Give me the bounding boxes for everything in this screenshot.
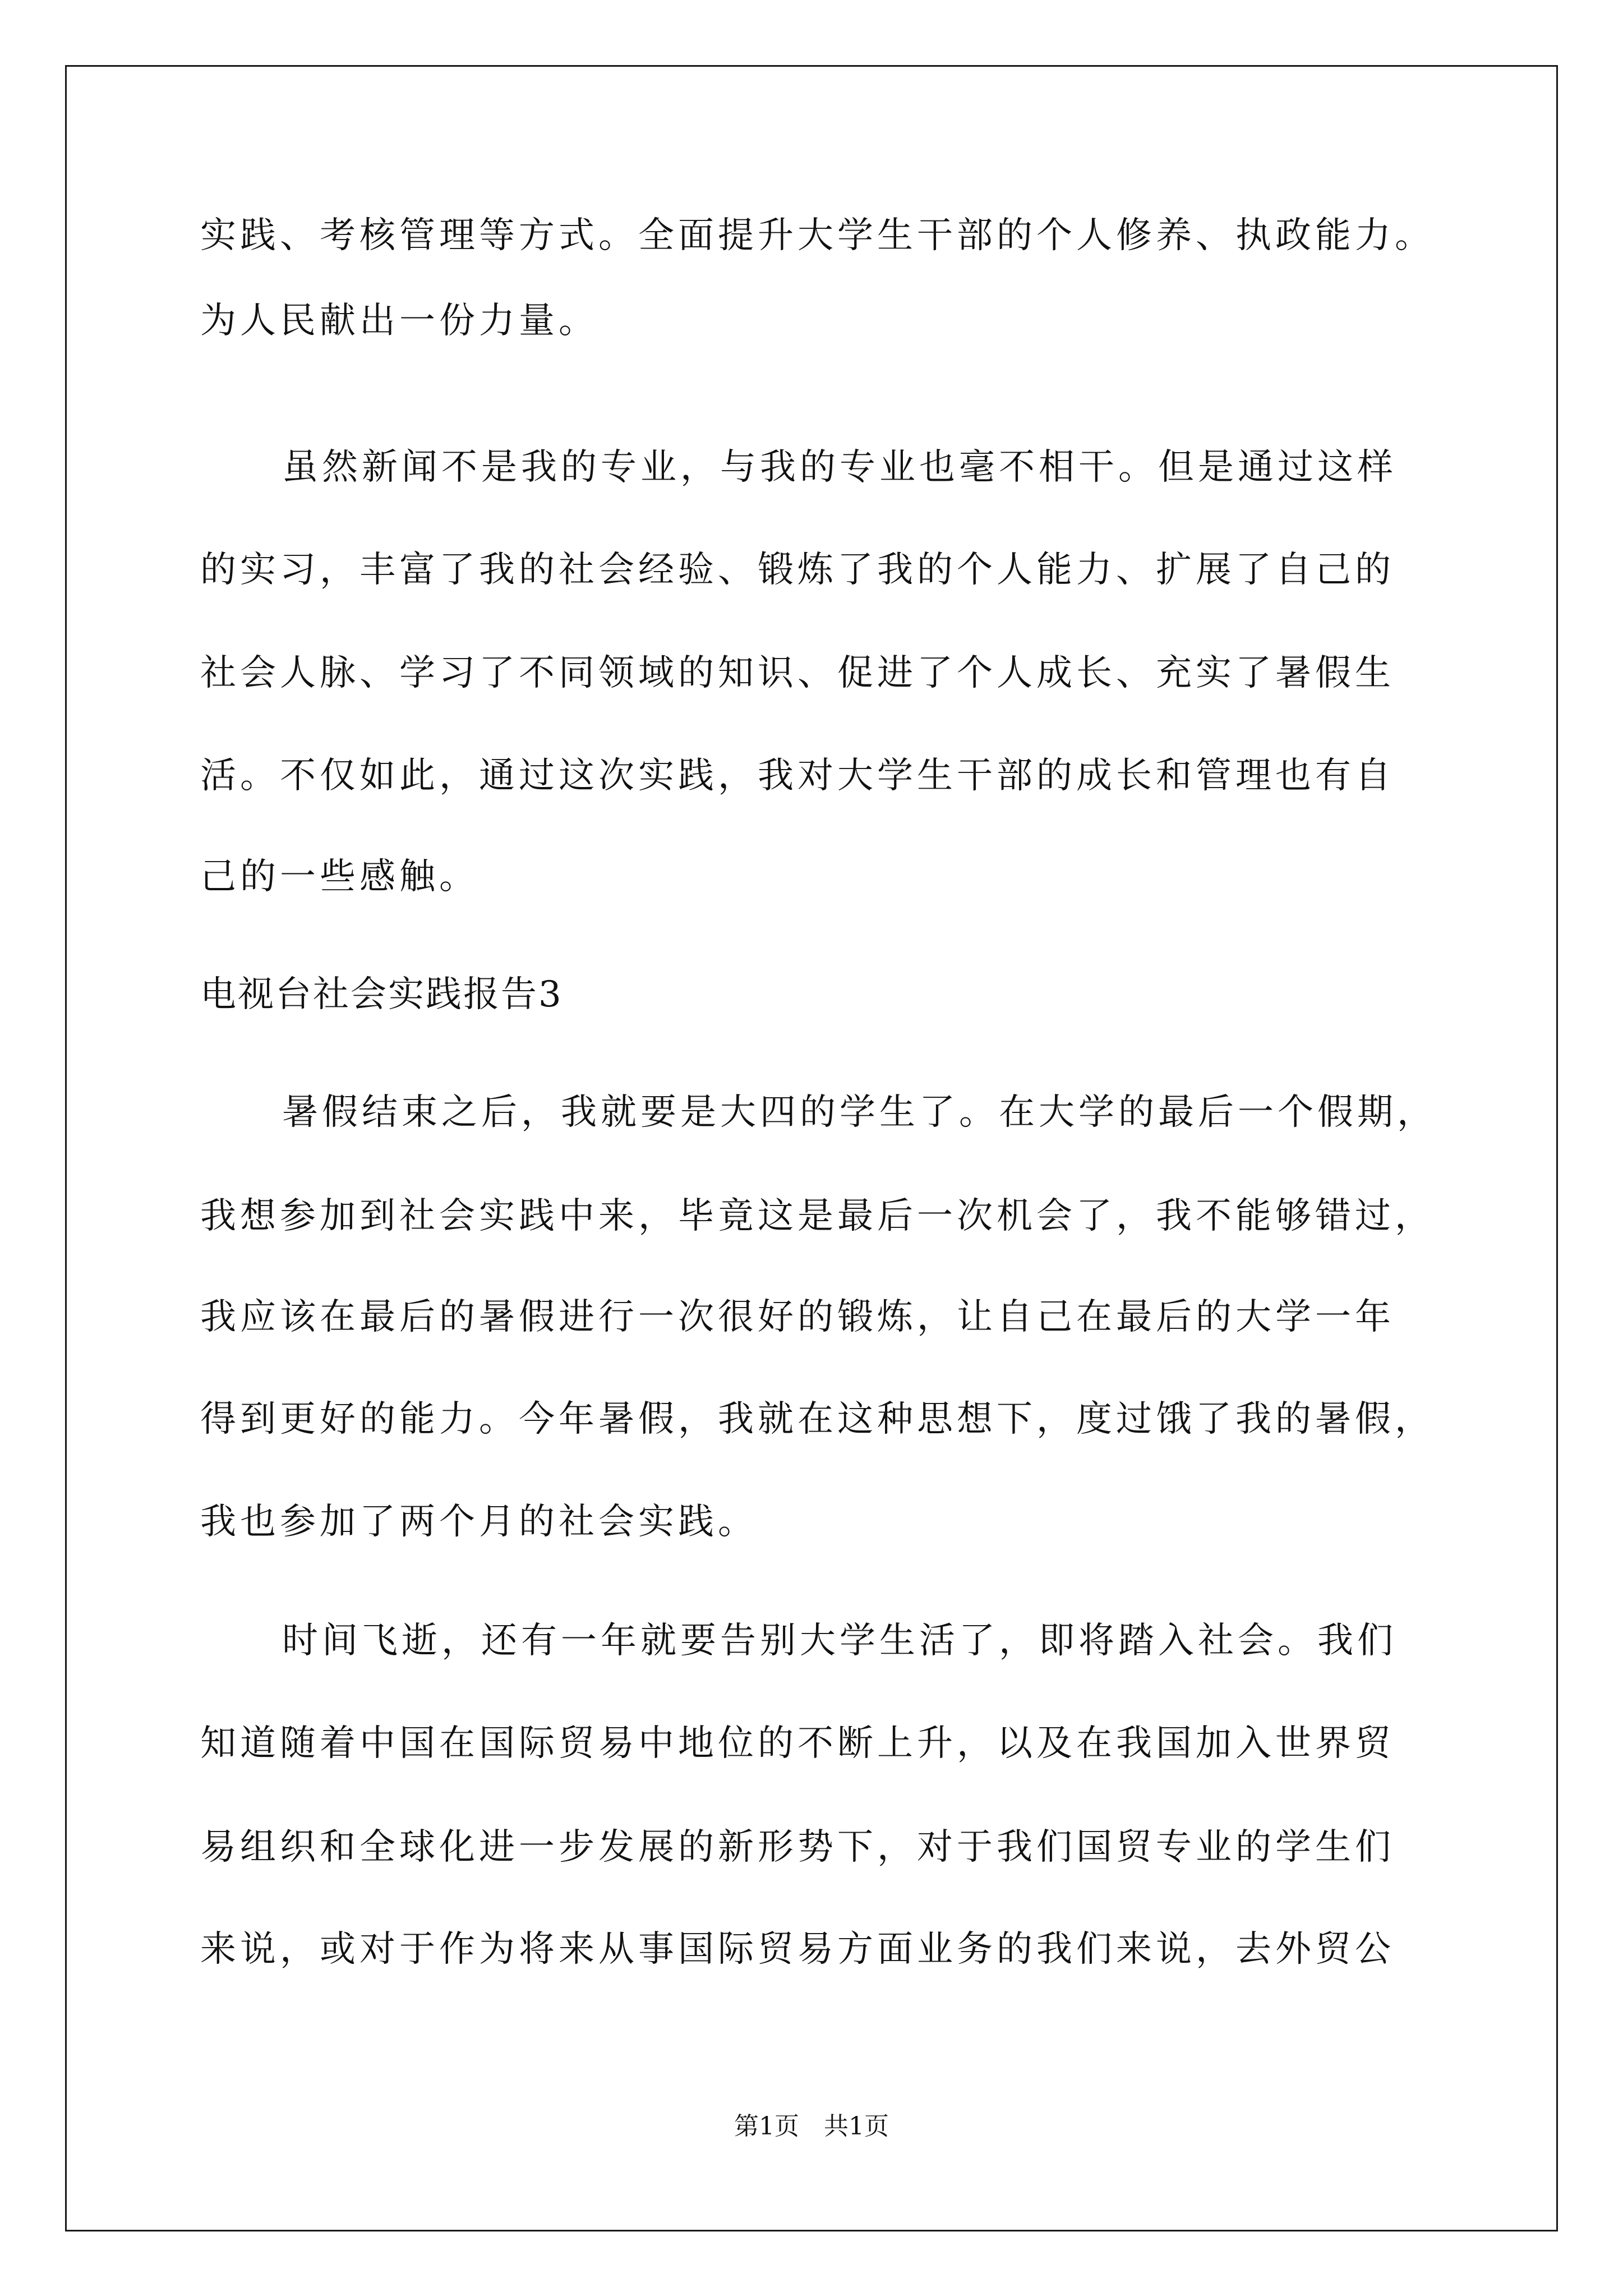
paragraph-line: 实践、考核管理等方式。全面提升大学生干部的个人修养、执政能力。 [200, 215, 1435, 256]
page-footer [0, 2112, 1623, 2141]
paragraph-line: 易组织和全球化进一步发展的新形势下，对于我们国贸专业的学生们 [200, 1826, 1395, 1868]
paragraph-line: 虽然新闻不是我的专业，与我的专业也毫不相干。但是通过这样 [282, 447, 1397, 488]
paragraph-line: 来说，或对于作为将来从事国际贸易方面业务的我们来说，去外贸公 [200, 1929, 1395, 1970]
paragraph-line: 我应该在最后的暑假进行一次很好的锻炼，让自己在最后的大学一年 [200, 1296, 1395, 1338]
paragraph-line: 我也参加了两个月的社会实践。 [200, 1501, 758, 1543]
paragraph-line: 活。不仅如此，通过这次实践，我对大学生干部的成长和管理也有自 [200, 755, 1395, 797]
paragraph-line: 社会人脉、学习了不同领域的知识、促进了个人成长、充实了暑假生 [200, 652, 1395, 694]
page-number-current: 第1页 [734, 2112, 799, 2141]
paragraph-line: 暑假结束之后，我就要是大四的学生了。在大学的最后一个假期， [282, 1092, 1437, 1133]
paragraph-line: 得到更好的能力。今年暑假，我就在这种思想下，度过饿了我的暑假， [200, 1398, 1435, 1440]
paragraph-line: 的实习，丰富了我的社会经验、锻炼了我的个人能力、扩展了自己的 [200, 549, 1395, 591]
paragraph-line: 为人民献出一份力量。 [200, 300, 598, 342]
paragraph-line: 我想参加到社会实践中来，毕竟这是最后一次机会了，我不能够错过， [200, 1195, 1435, 1237]
paragraph-line: 己的一些感触。 [200, 856, 479, 898]
page-number-total: 共1页 [824, 2112, 889, 2141]
paragraph-line: 时间飞逝，还有一年就要告别大学生活了，即将踏入社会。我们 [282, 1620, 1397, 1662]
section-heading: 电视台社会实践报告3 [200, 974, 563, 1015]
page-border [65, 65, 1558, 2231]
paragraph-line: 知道随着中国在国际贸易中地位的不断上升，以及在我国加入世界贸 [200, 1723, 1395, 1764]
